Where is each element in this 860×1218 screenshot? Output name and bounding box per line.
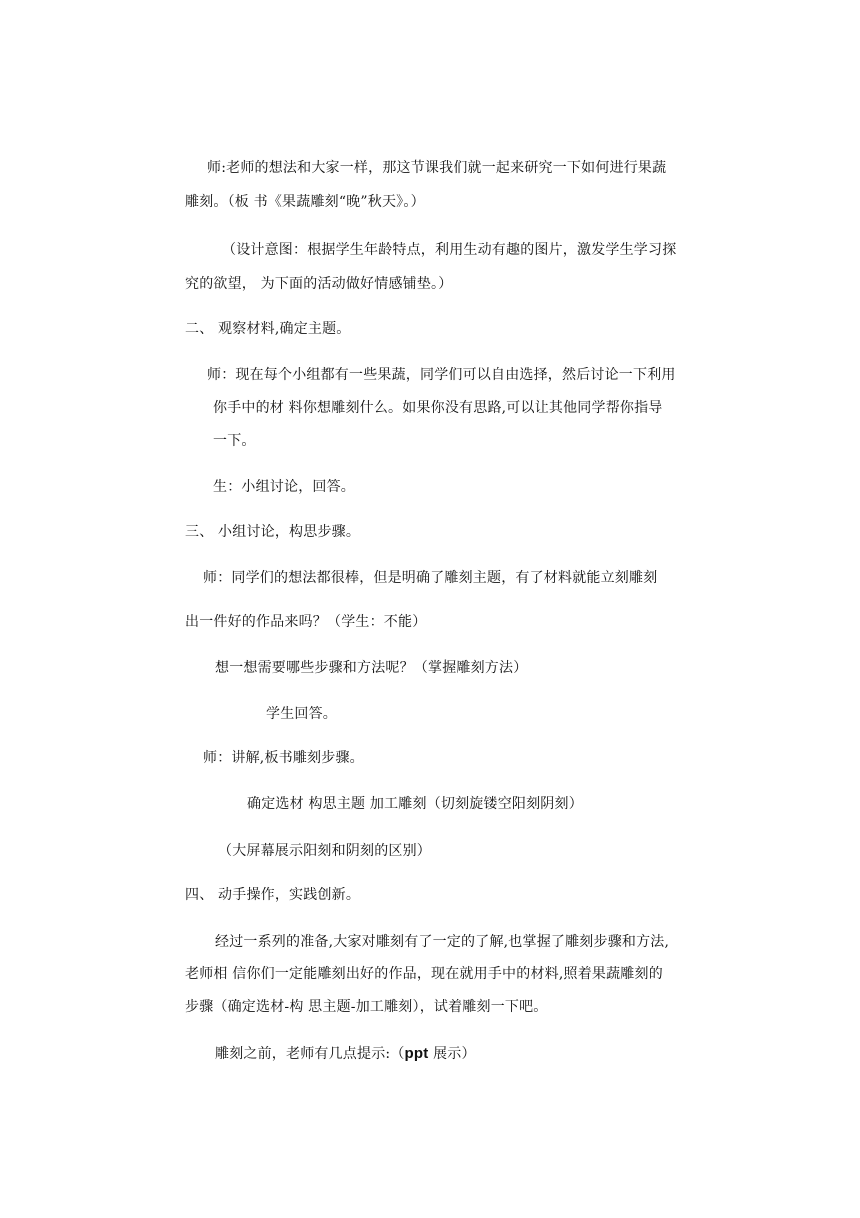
section2-student-line: 生：小组讨论，回答。 — [213, 479, 355, 495]
section2-teacher-line1: 师：现在每个小组都有一些果蔬，同学们可以自由选择，然后讨论一下利用 — [207, 367, 676, 383]
section2-teacher-line3: 一下。 — [213, 433, 256, 449]
section-heading-discuss: 三、 小组讨论，构思步骤。 — [185, 524, 361, 540]
design-intent-line1: （设计意图：根据学生年龄特点，利用生动有趣的图片，激发学生学习探 — [222, 242, 677, 258]
tips-suffix: 展示） — [428, 1046, 476, 1062]
section4-paragraph-line2: 老师相 信你们一定能雕刻出好的作品，现在就用手中的材料,照着果蔬雕刻的 — [185, 966, 663, 982]
section-heading-observe: 二、 观察材料,确定主题。 — [185, 321, 351, 337]
section4-tips-line — [215, 1044, 476, 1064]
section3-student-answer: 学生回答。 — [266, 706, 337, 722]
tips-prefix: 雕刻之前，老师有几点提示:（ — [215, 1046, 405, 1062]
section-heading-practice: 四、 动手操作，实践创新。 — [185, 887, 361, 903]
paragraph-teacher-intro-line1: 师:老师的想法和大家一样，那这节课我们就一起来研究一下如何进行果蔬 — [207, 160, 667, 176]
section3-teacher-explain: 师：讲解,板书雕刻步骤。 — [203, 750, 364, 766]
section3-carving-steps: 确定选材 构思主题 加工雕刻（切刻旋镂空阳刻阴刻） — [247, 796, 583, 812]
section3-screen-note: （大屏幕展示阳刻和阴刻的区别） — [218, 843, 431, 859]
tips-ppt-label: ppt — [404, 1045, 429, 1062]
section3-teacher-line1: 师：同学们的想法都很棒，但是明确了雕刻主题，有了材料就能立刻雕刻 — [203, 570, 658, 586]
section4-paragraph-line3: 步骤（确定选材-构 思主题-加工雕刻），试着雕刻一下吧。 — [185, 999, 548, 1015]
section3-question: 想一想需要哪些步骤和方法呢？（掌握雕刻方法） — [215, 660, 528, 676]
section3-teacher-line2: 出一件好的作品来吗？（学生：不能） — [185, 614, 427, 630]
section4-paragraph-line1: 经过一系列的准备,大家对雕刻有了一定的了解,也掌握了雕刻步骤和方法, — [215, 934, 670, 950]
design-intent-line2: 究的欲望， 为下面的活动做好情感铺垫。） — [185, 276, 453, 292]
section2-teacher-line2: 你手中的材 料你想雕刻什么。如果你没有思路,可以让其他同学帮你指导 — [213, 400, 663, 416]
paragraph-teacher-intro-line2: 雕刻。（板 书《果蔬雕刻“晚”秋天》。） — [185, 194, 425, 210]
